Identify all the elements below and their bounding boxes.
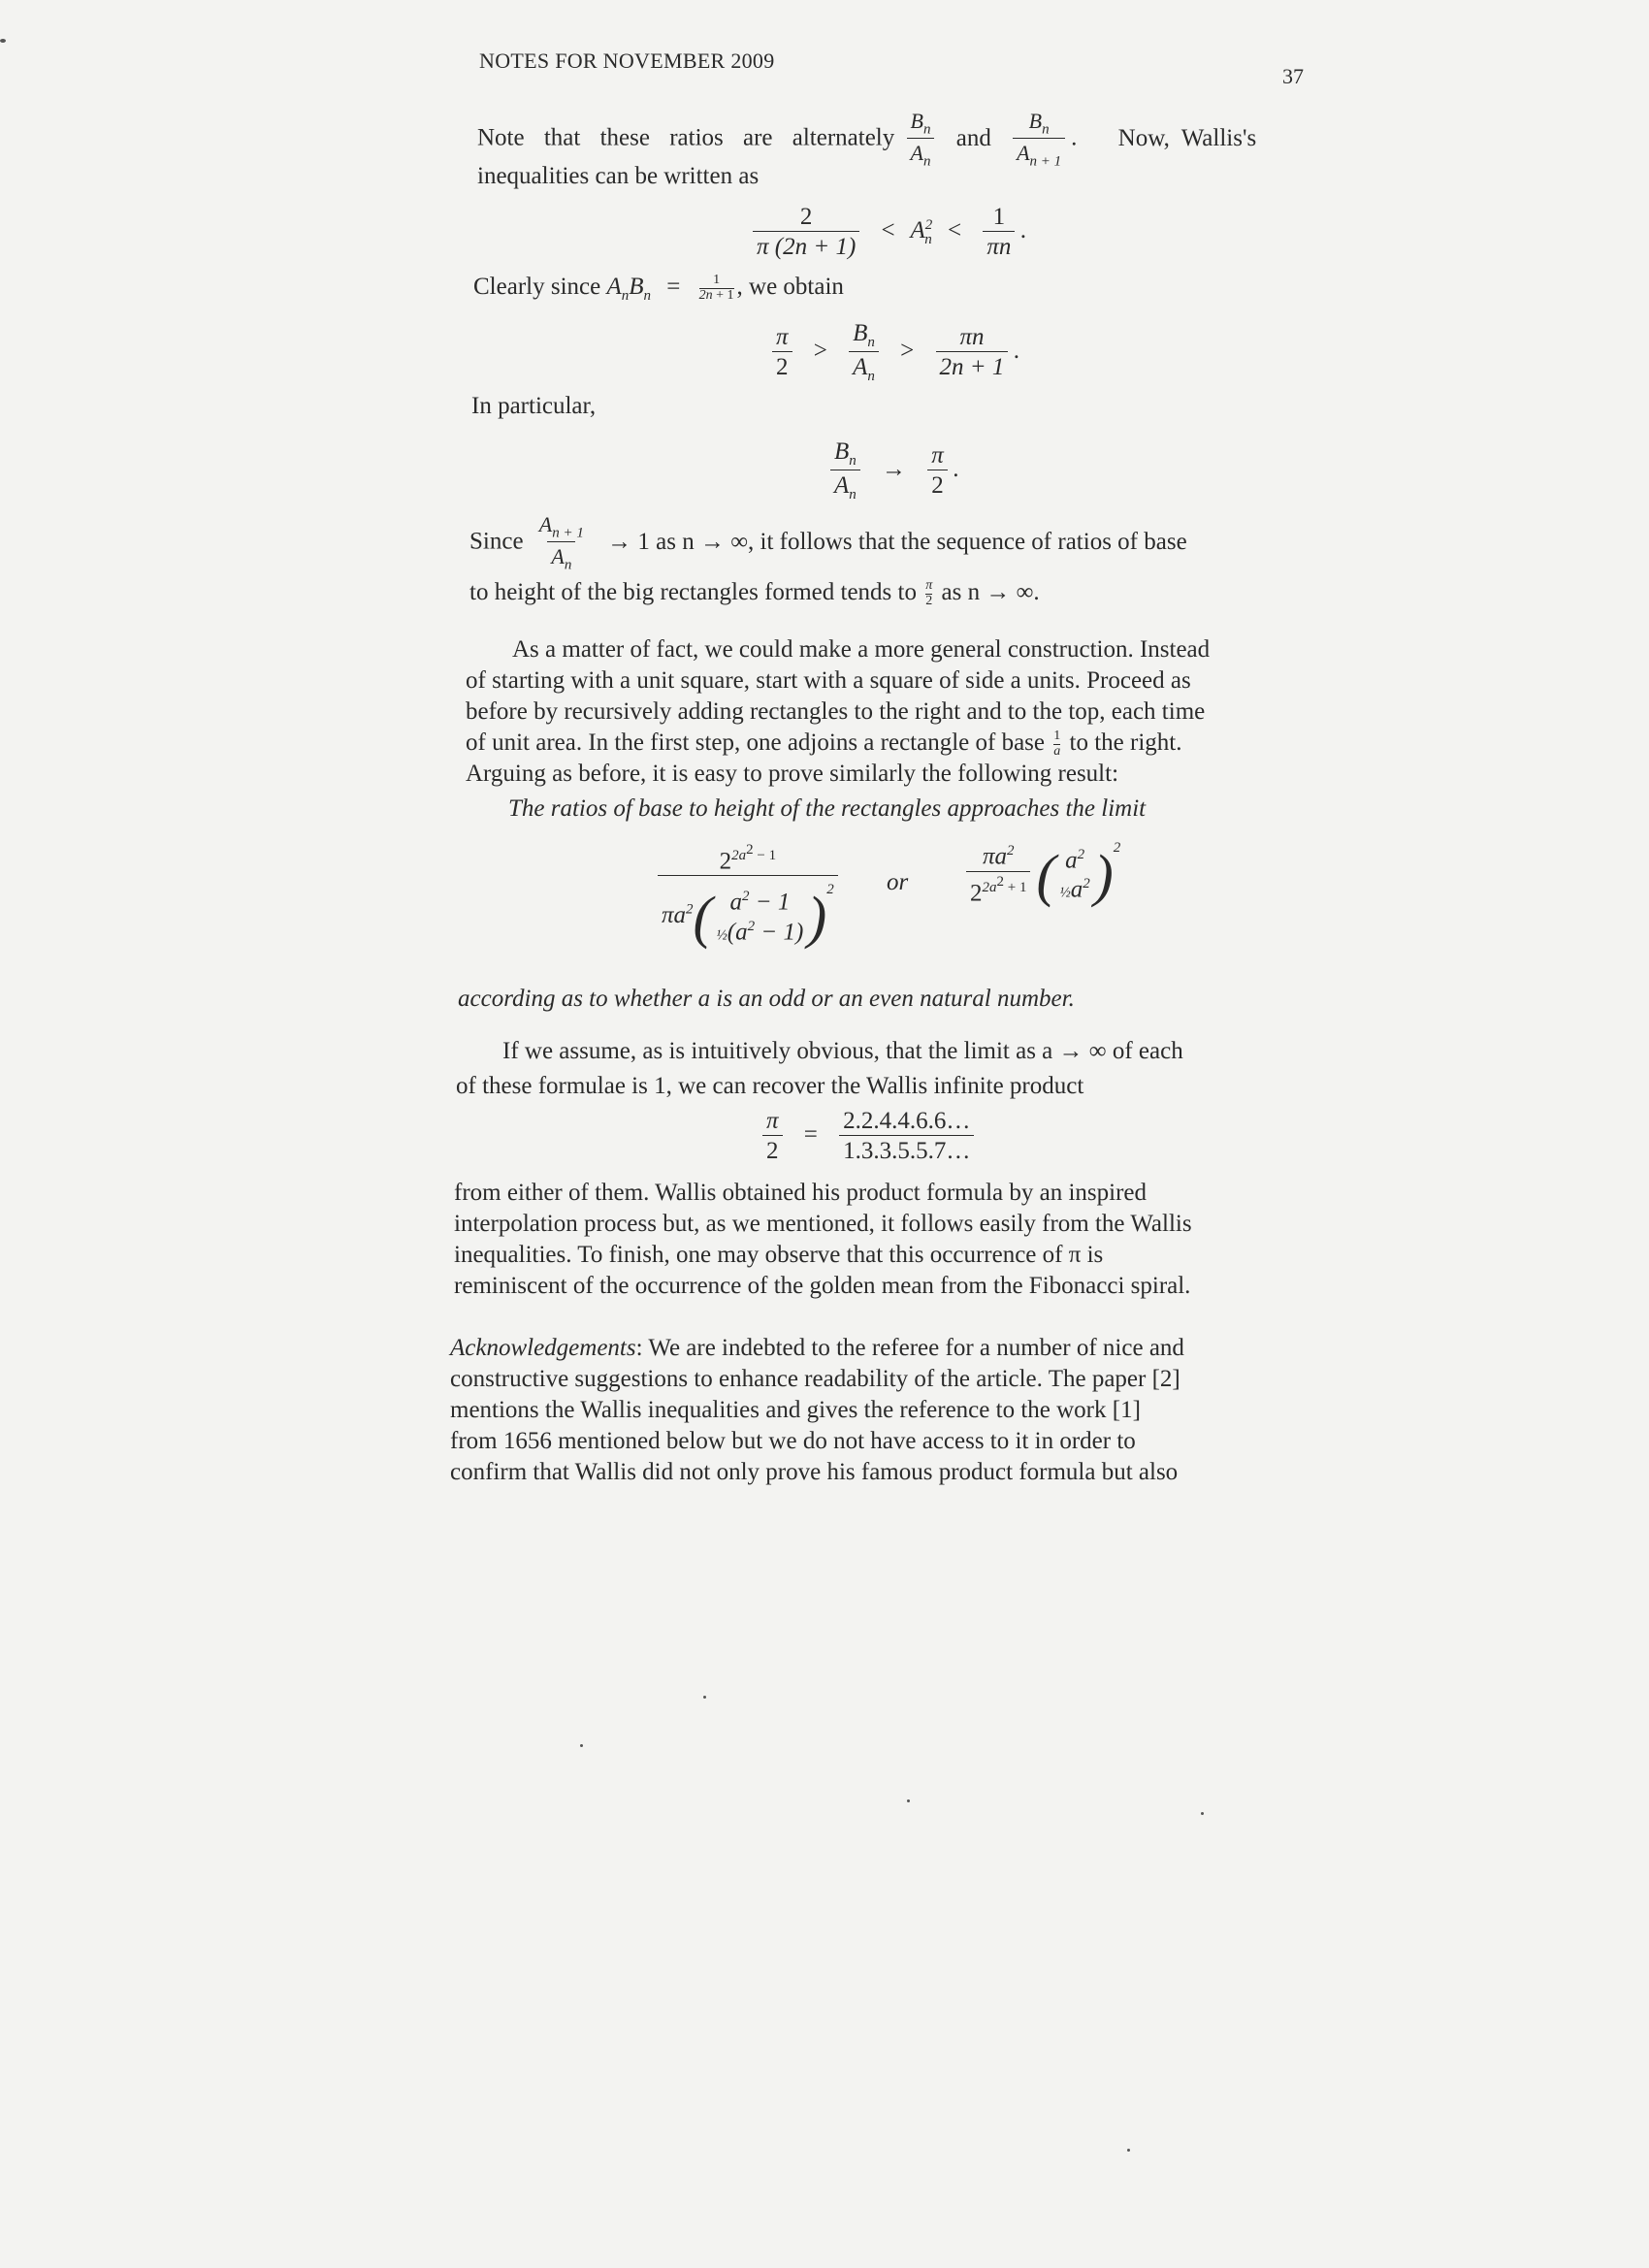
text-span: as n → ∞. bbox=[941, 579, 1040, 605]
text-span: → 1 as n → ∞, it follows that the sequence of ratios of base bbox=[607, 528, 1187, 555]
scan-speck bbox=[0, 39, 6, 43]
fraction-bn-an1: $\frac{B_n}{A_{n + 1}}$ bbox=[1013, 109, 1065, 171]
acknowledgements-line: mentions the Wallis inequalities and gives the reference to the work [1] bbox=[450, 1397, 1141, 1423]
scan-speck bbox=[1127, 2149, 1130, 2152]
fraction-bn-an: $\frac{B_n}{A_n}$ bbox=[907, 109, 935, 171]
wallis-denominator: 1.3.3.5.5.7… bbox=[839, 1135, 974, 1165]
paragraph-line: Clearly since $A_nB_n$ = $\frac{1}{2n + 1}$ , we obtain bbox=[473, 273, 844, 304]
paragraph-line: As a matter of fact, we could make a more general construction. Instead bbox=[512, 636, 1211, 663]
acknowledgements-line: constructive suggestions to enhance readability of the article. The paper [2] bbox=[450, 1366, 1180, 1392]
text-span: of unit area. In the first step, one adjoins a rectangle of base bbox=[466, 729, 1045, 756]
or-separator: or bbox=[887, 869, 909, 895]
text-span: to height of the big rectangles formed tends to bbox=[469, 579, 917, 605]
paragraph-line: interpolation process but, as we mentioned, it follows easily from the Wallis bbox=[454, 1211, 1192, 1237]
acknowledgements-heading: Acknowledgements bbox=[450, 1335, 636, 1361]
theorem-continuation: according as to whether a is an odd or an even natural number. bbox=[458, 986, 1075, 1012]
equation-wallis-inequality: $\frac{2}{\pi (2n + 1)}$ < $A^2_n$ < $\frac{1}{\pi n}$ . bbox=[747, 204, 1027, 261]
paragraph-line: from either of them. Wallis obtained his product formula by an inspired bbox=[454, 1180, 1148, 1206]
paragraph-line: In particular, bbox=[471, 393, 597, 419]
equation-general-limit-even: $\frac{\pi a^2}{2^{2a^2 + 1}}$ ( $a^2$ $\frac{1}{2}a^2$ )$^2$ bbox=[960, 840, 1120, 907]
paragraph-line: to height of the big rectangles formed tends to $\frac{\pi}{2}$ as n → ∞. bbox=[469, 578, 1040, 608]
equation-general-limit-odd: $2^{2a^2 - 1}$ $\pi a^2$( $a^2 - 1$ $\frac{1}{2}(a^2 - 1)$ )$^2$ bbox=[652, 842, 844, 947]
paragraph-line: before by recursively adding rectangles to the right and to the top, each time bbox=[466, 698, 1206, 725]
text-span: to the right. bbox=[1069, 729, 1182, 756]
wallis-numerator: 2.2.4.4.6.6… bbox=[843, 1108, 971, 1134]
fraction-1-over-2n1: $\frac{1}{2n + 1}$ bbox=[698, 273, 734, 303]
paragraph-line: of starting with a unit square, start with a square of side a units. Proceed as bbox=[466, 667, 1191, 694]
theorem-statement: The ratios of base to height of the rectangles approaches the limit bbox=[508, 795, 1147, 822]
text-span: , we obtain bbox=[736, 274, 844, 300]
paragraph-line: Note that these ratios are alternately $\frac{B_n}{A_n}$ and $\frac{B_n}{A_{n + 1}}$ . Now, Wallis's bbox=[477, 109, 1257, 170]
acknowledgements-line: confirm that Wallis did not only prove his famous product formula but also bbox=[450, 1459, 1179, 1485]
paragraph-line: inequalities can be written as bbox=[477, 163, 760, 189]
text-span: Now, Wallis's bbox=[1117, 124, 1257, 151]
paragraph-line: reminiscent of the occurrence of the golden mean from the Fibonacci spiral. bbox=[454, 1273, 1191, 1299]
fraction-an1-an: $\frac{A_{n + 1}}{A_n}$ bbox=[538, 512, 584, 573]
running-title: NOTES FOR NOVEMBER 2009 bbox=[479, 49, 775, 73]
paragraph-line: of these formulae is 1, we can recover the Wallis infinite product bbox=[456, 1073, 1084, 1099]
paragraph-line: inequalities. To finish, one may observe that this occurrence of π is bbox=[454, 1242, 1104, 1268]
text-span: Note that these ratios are alternately bbox=[477, 124, 895, 151]
scan-speck bbox=[1201, 1812, 1204, 1815]
scan-speck bbox=[580, 1744, 583, 1747]
acknowledgements-line: from 1656 mentioned below but we do not have access to it in order to bbox=[450, 1428, 1136, 1454]
text-span: Since bbox=[469, 528, 524, 555]
text-span: : We are indebted to the referee for a number of nice and bbox=[635, 1335, 1184, 1361]
acknowledgements-line bbox=[450, 1335, 1184, 1362]
text-span: Clearly since bbox=[473, 274, 601, 300]
equation-limit-pi-over-2: $\frac{B_n}{A_n}$ → $\frac{\pi}{2}$ . bbox=[824, 438, 959, 503]
paragraph-line bbox=[469, 512, 1187, 574]
paragraph-line: of unit area. In the first step, one adjoins a rectangle of base $\frac{1}{a}$ to the right. bbox=[466, 729, 1182, 759]
scan-speck bbox=[907, 1799, 910, 1802]
scan-speck bbox=[703, 1696, 706, 1699]
page-number: 37 bbox=[1282, 64, 1304, 88]
paragraph-line: If we assume, as is intuitively obvious, that the limit as a → ∞ of each bbox=[502, 1038, 1183, 1064]
text-span: and bbox=[955, 124, 991, 151]
equation-ratio-bounds: $\frac{\pi}{2}$ > $\frac{B_n}{A_n}$ > $\frac{\pi n}{2n + 1}$ . bbox=[766, 320, 1020, 385]
paragraph-line: Arguing as before, it is easy to prove similarly the following result: bbox=[466, 761, 1119, 787]
equation-wallis-product: $\frac{\pi}{2}$ = $\frac{2.2.4.4.6.6\dots}{1.3.3.5.5.7\dots}$ bbox=[757, 1108, 980, 1165]
